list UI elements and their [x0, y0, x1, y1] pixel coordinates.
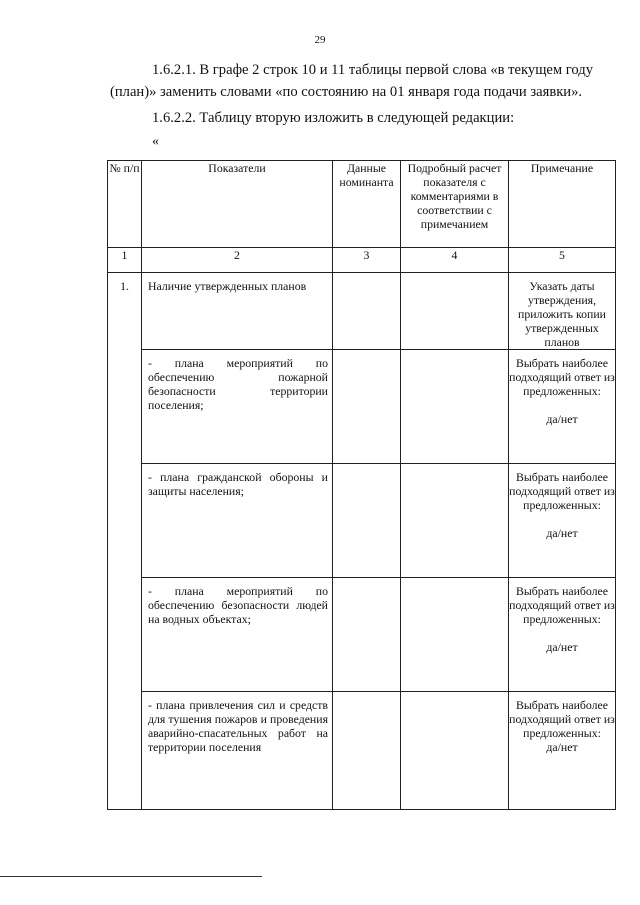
paragraph-1-6-2-1: 1.6.2.1. В графе 2 строк 10 и 11 таблицы первой слова «в текущем году — [152, 62, 594, 78]
nominant-data-cell — [333, 578, 401, 692]
note-text: Выбрать наиболее подходящий ответ из предложенных: — [509, 356, 615, 398]
indicator-label: Наличие утвержденных планов — [142, 273, 333, 350]
nominant-data-cell — [333, 350, 401, 464]
footnote-divider — [0, 876, 262, 877]
nominant-data-cell — [333, 273, 401, 350]
paragraph-1-6-2-1-continued: (план)» заменить словами «по состоянию на 01 января года подачи заявки». — [110, 84, 583, 100]
column-number: 1 — [108, 248, 142, 273]
nominant-data-cell — [333, 464, 401, 578]
column-number: 4 — [401, 248, 509, 273]
note-cell — [509, 578, 616, 692]
table-header-row — [108, 161, 616, 248]
answer-options: да/нет — [546, 640, 578, 654]
column-number: 2 — [142, 248, 333, 273]
table-row — [108, 692, 616, 810]
table-row — [108, 350, 616, 464]
column-number: 5 — [509, 248, 616, 273]
note-text: Выбрать наиболее подходящий ответ из предложенных: — [509, 584, 615, 626]
calc-cell — [401, 350, 509, 464]
note-cell: Указать даты утверждения, приложить копии утвержденных планов — [509, 273, 616, 350]
note-text: Выбрать наиболее подходящий ответ из предложенных: — [509, 698, 615, 740]
paragraph-1-6-2-2: 1.6.2.2. Таблицу вторую изложить в следующей редакции: — [152, 110, 515, 126]
answer-options: да/нет — [546, 740, 578, 754]
indicator-label: - плана привлечения сил и средств для тушения пожаров и проведения аварийно-спасательных работ на территории поселения — [142, 692, 333, 810]
column-number: 3 — [333, 248, 401, 273]
page-number: 29 — [314, 34, 326, 46]
note-cell — [509, 350, 616, 464]
calc-cell — [401, 692, 509, 810]
indicator-label: - плана мероприятий по обеспечению пожарной безопасности территории поселения; — [142, 350, 333, 464]
note-text: Выбрать наиболее подходящий ответ из предложенных: — [509, 470, 615, 512]
note-cell — [509, 692, 616, 810]
calc-cell — [401, 273, 509, 350]
header-note: Примечание — [509, 161, 616, 248]
calc-cell — [401, 578, 509, 692]
nominant-data-cell — [333, 692, 401, 810]
header-detailed-calc: Подробный расчет показателя с комментариями в соответствии с примечанием — [401, 161, 509, 248]
calc-cell — [401, 464, 509, 578]
note-cell — [509, 464, 616, 578]
header-number: № п/п — [108, 161, 142, 248]
opening-quote-mark: « — [152, 134, 159, 149]
row-number: 1. — [108, 273, 142, 810]
answer-options: да/нет — [546, 526, 578, 540]
column-number-row — [108, 248, 616, 273]
indicator-label: - плана гражданской обороны и защиты населения; — [142, 464, 333, 578]
indicators-table — [107, 160, 616, 810]
header-nominant-data: Данные номинанта — [333, 161, 401, 248]
answer-options: да/нет — [546, 412, 578, 426]
table-row — [108, 273, 616, 350]
table-row — [108, 578, 616, 692]
indicator-label: - плана мероприятий по обеспечению безопасности людей на водных объектах; — [142, 578, 333, 692]
table-row — [108, 464, 616, 578]
header-indicators: Показатели — [142, 161, 333, 248]
